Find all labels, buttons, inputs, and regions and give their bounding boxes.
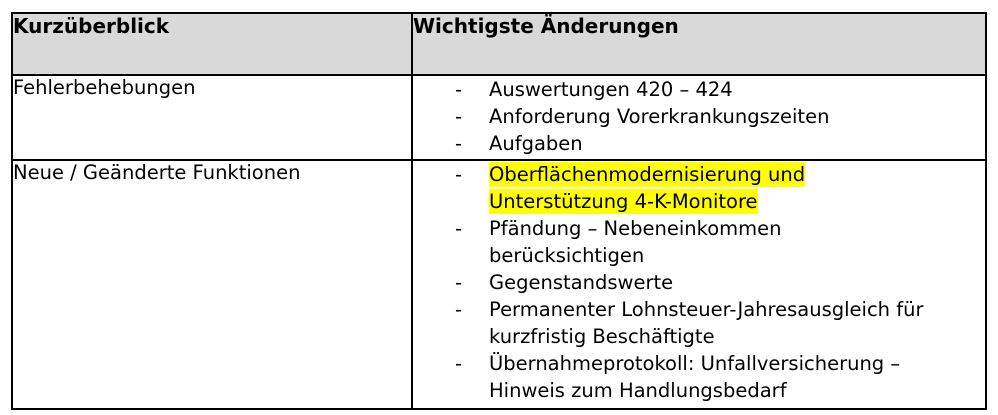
- column-header-kurzueberblick: Kurzüberblick: [12, 13, 412, 75]
- bullet-dash: -: [455, 352, 463, 375]
- bullet-dash: -: [455, 105, 463, 128]
- list-item-text: Anforderung Vorerkrankungszeiten: [489, 105, 830, 128]
- bullet-dash: -: [455, 132, 463, 155]
- list-item-text: Aufgaben: [489, 132, 583, 155]
- table-row-neue-geaenderte-funktionen: [12, 160, 986, 409]
- list-item-text: kurzfristig Beschäftigte: [489, 325, 715, 348]
- list-item-highlighted: [413, 161, 985, 215]
- bullet-dash: -: [455, 163, 463, 186]
- bullet-dash: -: [455, 271, 463, 294]
- list-item-text: Permanenter Lohnsteuer-Jahresausgleich für: [489, 298, 924, 321]
- list-item-text: Gegenstandswerte: [489, 271, 674, 294]
- list-item: [413, 296, 985, 350]
- changes-cell: [412, 160, 986, 409]
- table-row-fehlerbehebungen: [12, 75, 986, 160]
- category-cell: Neue / Geänderte Funktionen: [12, 160, 412, 409]
- list-item-text: Übernahmeprotokoll: Unfallversicherung –: [489, 352, 901, 375]
- bullet-dash: -: [455, 298, 463, 321]
- list-item: [413, 103, 985, 130]
- column-header-wichtigste-aenderungen: Wichtigste Änderungen: [412, 13, 986, 75]
- list-item: [413, 130, 985, 157]
- list-item-text: Pfändung – Nebeneinkommen: [489, 217, 782, 240]
- list-item-text: berücksichtigen: [489, 244, 645, 267]
- list-item: [413, 76, 985, 103]
- list-item: [413, 269, 985, 296]
- list-item: [413, 350, 985, 404]
- list-item: [413, 215, 985, 269]
- release-notes-table: [11, 12, 987, 410]
- list-item-text-highlighted: Unterstützung 4-K-Monitore: [489, 190, 758, 213]
- list-item-text: Hinweis zum Handlungsbedarf: [489, 379, 787, 402]
- bullet-dash: -: [455, 78, 463, 101]
- bullet-dash: -: [455, 217, 463, 240]
- list-item-text-highlighted: Oberflächenmodernisierung und: [489, 163, 806, 186]
- category-cell: Fehlerbehebungen: [12, 75, 412, 160]
- table-header-row: [12, 13, 986, 75]
- list-item-text: Auswertungen 420 – 424: [489, 78, 733, 101]
- changes-cell: [412, 75, 986, 160]
